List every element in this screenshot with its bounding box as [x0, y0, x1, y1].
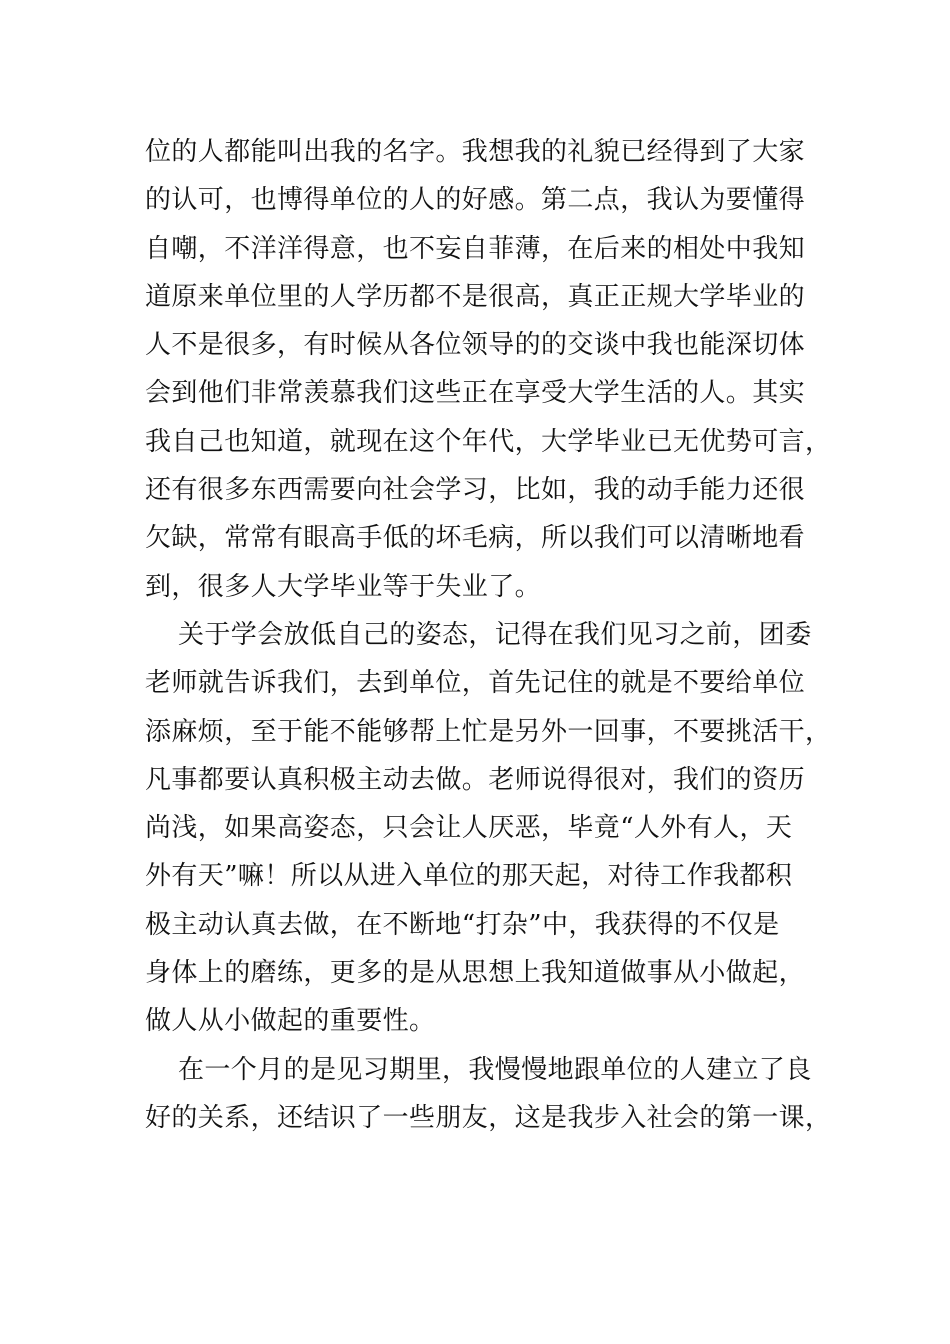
text-line: 好的关系，还结识了一些朋友，这是我步入社会的第一课，	[145, 1102, 832, 1133]
text-line: 位的人都能叫出我的名字。我想我的礼貌已经得到了大家	[145, 137, 806, 167]
text-line: 道原来单位里的人学历都不是很高，真正正规大学毕业的	[145, 281, 806, 312]
text-line: 欠缺，常常有眼高手低的坏毛病，所以我们可以清晰地看	[145, 523, 806, 554]
body-text	[145, 128, 832, 1142]
text-line: 外有天”嘛！所以从进入单位的那天起，对待工作我都积	[145, 861, 793, 892]
text-line: 身体上的磨练，更多的是从思想上我知道做事从小做起，	[145, 958, 806, 989]
text-line: 的认可，也博得单位的人的好感。第二点，我认为要懂得	[145, 185, 806, 216]
text-line: 做人从小做起的重要性。	[145, 1006, 436, 1037]
text-line: 到，很多人大学毕业等于失业了。	[145, 571, 542, 602]
text-line: 人不是很多，有时候从各位领导的的交谈中我也能深切体	[145, 330, 806, 361]
paragraph-start-line: 关于学会放低自己的姿态，记得在我们见习之前，团委	[178, 619, 812, 650]
text-line: 添麻烦，至于能不能够帮上忙是另外一回事，不要挑活干，	[145, 716, 832, 747]
text-line: 凡事都要认真积极主动去做。老师说得很对，我们的资历	[145, 764, 806, 795]
text-line: 老师就告诉我们，去到单位，首先记住的就是不要给单位	[145, 668, 806, 699]
text-line: 还有很多东西需要向社会学习，比如，我的动手能力还很	[145, 475, 806, 506]
text-line: 自嘲，不洋洋得意，也不妄自菲薄，在后来的相处中我知	[145, 233, 806, 264]
text-line: 极主动认真去做，在不断地“打杂”中，我获得的不仅是	[145, 909, 780, 940]
text-line: 我自己也知道，就现在这个年代，大学毕业已无优势可言，	[145, 426, 832, 457]
paragraph-start-line: 在一个月的是见习期里，我慢慢地跟单位的人建立了良	[178, 1054, 812, 1085]
text-line: 尚浅，如果高姿态，只会让人厌恶，毕竟“人外有人，天	[145, 813, 793, 844]
text-line: 会到他们非常羡慕我们这些正在享受大学生活的人。其实	[145, 378, 806, 409]
